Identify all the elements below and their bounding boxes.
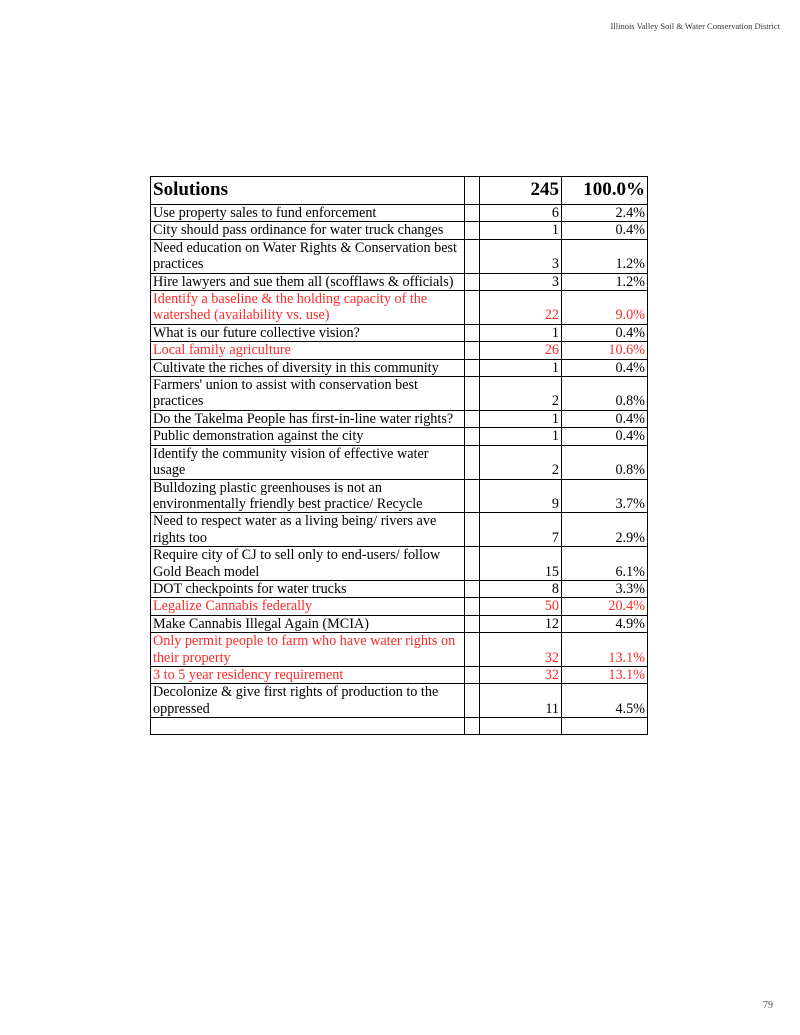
solution-count: 50 <box>480 598 562 615</box>
solution-text: Do the Takelma People has first-in-line water rights? <box>151 410 465 427</box>
solution-text: Need education on Water Rights & Conservation best practices <box>151 239 465 273</box>
spacer-cell <box>465 445 480 479</box>
solution-text: Need to respect water as a living being/ rivers ave rights too <box>151 513 465 547</box>
solution-percent: 13.1% <box>562 666 648 683</box>
table-row <box>151 205 648 222</box>
solution-text: Public demonstration against the city <box>151 428 465 445</box>
spacer-cell <box>465 666 480 683</box>
table-row <box>151 547 648 581</box>
solution-count: 3 <box>480 273 562 290</box>
spacer-cell <box>465 428 480 445</box>
solution-percent: 1.2% <box>562 239 648 273</box>
solution-count: 3 <box>480 239 562 273</box>
empty-cell <box>465 718 480 735</box>
solution-count: 9 <box>480 479 562 513</box>
solution-percent: 2.4% <box>562 205 648 222</box>
solution-text: Decolonize & give first rights of production to the oppressed <box>151 684 465 718</box>
solution-count: 32 <box>480 666 562 683</box>
solution-percent: 10.6% <box>562 342 648 359</box>
solution-text: DOT checkpoints for water trucks <box>151 580 465 597</box>
solution-percent: 0.4% <box>562 359 648 376</box>
document-header: Illinois Valley Soil & Water Conservation District <box>610 21 780 31</box>
solution-text: Require city of CJ to sell only to end-users/ follow Gold Beach model <box>151 547 465 581</box>
table-row <box>151 666 648 683</box>
solution-text: Only permit people to farm who have water rights on their property <box>151 633 465 667</box>
empty-cell <box>151 718 465 735</box>
solution-text: Use property sales to fund enforcement <box>151 205 465 222</box>
solution-percent: 2.9% <box>562 513 648 547</box>
solution-count: 1 <box>480 359 562 376</box>
table-header-row <box>151 177 648 205</box>
solution-text: Identify the community vision of effective water usage <box>151 445 465 479</box>
spacer-cell <box>465 633 480 667</box>
solution-percent: 0.4% <box>562 410 648 427</box>
spacer-cell <box>465 377 480 411</box>
solution-text: Farmers' union to assist with conservation best practices <box>151 377 465 411</box>
table-row <box>151 615 648 632</box>
spacer-cell <box>465 580 480 597</box>
total-percent: 100.0% <box>562 177 648 205</box>
spacer-cell <box>465 615 480 632</box>
table-row <box>151 273 648 290</box>
solution-count: 15 <box>480 547 562 581</box>
solution-count: 32 <box>480 633 562 667</box>
spacer-cell <box>465 410 480 427</box>
page-number: 79 <box>763 1000 773 1011</box>
table-row <box>151 342 648 359</box>
solution-text: Local family agriculture <box>151 342 465 359</box>
spacer-cell <box>465 598 480 615</box>
table-row <box>151 428 648 445</box>
table-row <box>151 479 648 513</box>
solution-text: Hire lawyers and sue them all (scofflaws & officials) <box>151 273 465 290</box>
solution-percent: 0.8% <box>562 445 648 479</box>
spacer-cell <box>465 513 480 547</box>
solution-text: Identify a baseline & the holding capacity of the watershed (availability vs. use) <box>151 291 465 325</box>
empty-cell <box>562 718 648 735</box>
solution-count: 22 <box>480 291 562 325</box>
solution-text: 3 to 5 year residency requirement <box>151 666 465 683</box>
solution-percent: 1.2% <box>562 273 648 290</box>
table-row <box>151 324 648 341</box>
solution-percent: 4.5% <box>562 684 648 718</box>
solution-count: 1 <box>480 222 562 239</box>
spacer-cell <box>465 342 480 359</box>
spacer-cell <box>465 291 480 325</box>
solution-percent: 13.1% <box>562 633 648 667</box>
solution-count: 8 <box>480 580 562 597</box>
solution-text: Legalize Cannabis federally <box>151 598 465 615</box>
solution-count: 2 <box>480 377 562 411</box>
table-row <box>151 239 648 273</box>
solution-count: 6 <box>480 205 562 222</box>
spacer-cell <box>465 273 480 290</box>
empty-row <box>151 718 648 735</box>
spacer-cell <box>465 324 480 341</box>
solution-text: City should pass ordinance for water truck changes <box>151 222 465 239</box>
table-row <box>151 222 648 239</box>
table-row <box>151 513 648 547</box>
solution-count: 2 <box>480 445 562 479</box>
solutions-table <box>150 176 648 735</box>
solution-count: 7 <box>480 513 562 547</box>
solution-percent: 3.3% <box>562 580 648 597</box>
solution-count: 1 <box>480 324 562 341</box>
solution-count: 1 <box>480 410 562 427</box>
spacer-cell <box>465 359 480 376</box>
table-row <box>151 291 648 325</box>
spacer-cell <box>465 239 480 273</box>
solution-percent: 0.4% <box>562 428 648 445</box>
solution-percent: 4.9% <box>562 615 648 632</box>
solution-percent: 6.1% <box>562 547 648 581</box>
spacer-cell <box>465 684 480 718</box>
spacer-cell <box>465 177 480 205</box>
empty-cell <box>480 718 562 735</box>
spacer-cell <box>465 479 480 513</box>
spacer-cell <box>465 205 480 222</box>
spacer-cell <box>465 547 480 581</box>
solution-count: 26 <box>480 342 562 359</box>
spacer-cell <box>465 222 480 239</box>
solution-count: 11 <box>480 684 562 718</box>
solution-percent: 0.8% <box>562 377 648 411</box>
solution-text: Make Cannabis Illegal Again (MCIA) <box>151 615 465 632</box>
table-title: Solutions <box>151 177 465 205</box>
solution-percent: 0.4% <box>562 324 648 341</box>
solution-count: 1 <box>480 428 562 445</box>
table-row <box>151 684 648 718</box>
solution-text: Cultivate the riches of diversity in this community <box>151 359 465 376</box>
table-row <box>151 580 648 597</box>
table-row <box>151 359 648 376</box>
table-row <box>151 377 648 411</box>
table-row <box>151 633 648 667</box>
solution-text: Bulldozing plastic greenhouses is not an environmentally friendly best practice/ Recycle <box>151 479 465 513</box>
total-count: 245 <box>480 177 562 205</box>
solution-percent: 9.0% <box>562 291 648 325</box>
solution-percent: 3.7% <box>562 479 648 513</box>
table-row <box>151 410 648 427</box>
solution-count: 12 <box>480 615 562 632</box>
solution-text: What is our future collective vision? <box>151 324 465 341</box>
table-row <box>151 445 648 479</box>
table-row <box>151 598 648 615</box>
solution-percent: 0.4% <box>562 222 648 239</box>
solution-percent: 20.4% <box>562 598 648 615</box>
